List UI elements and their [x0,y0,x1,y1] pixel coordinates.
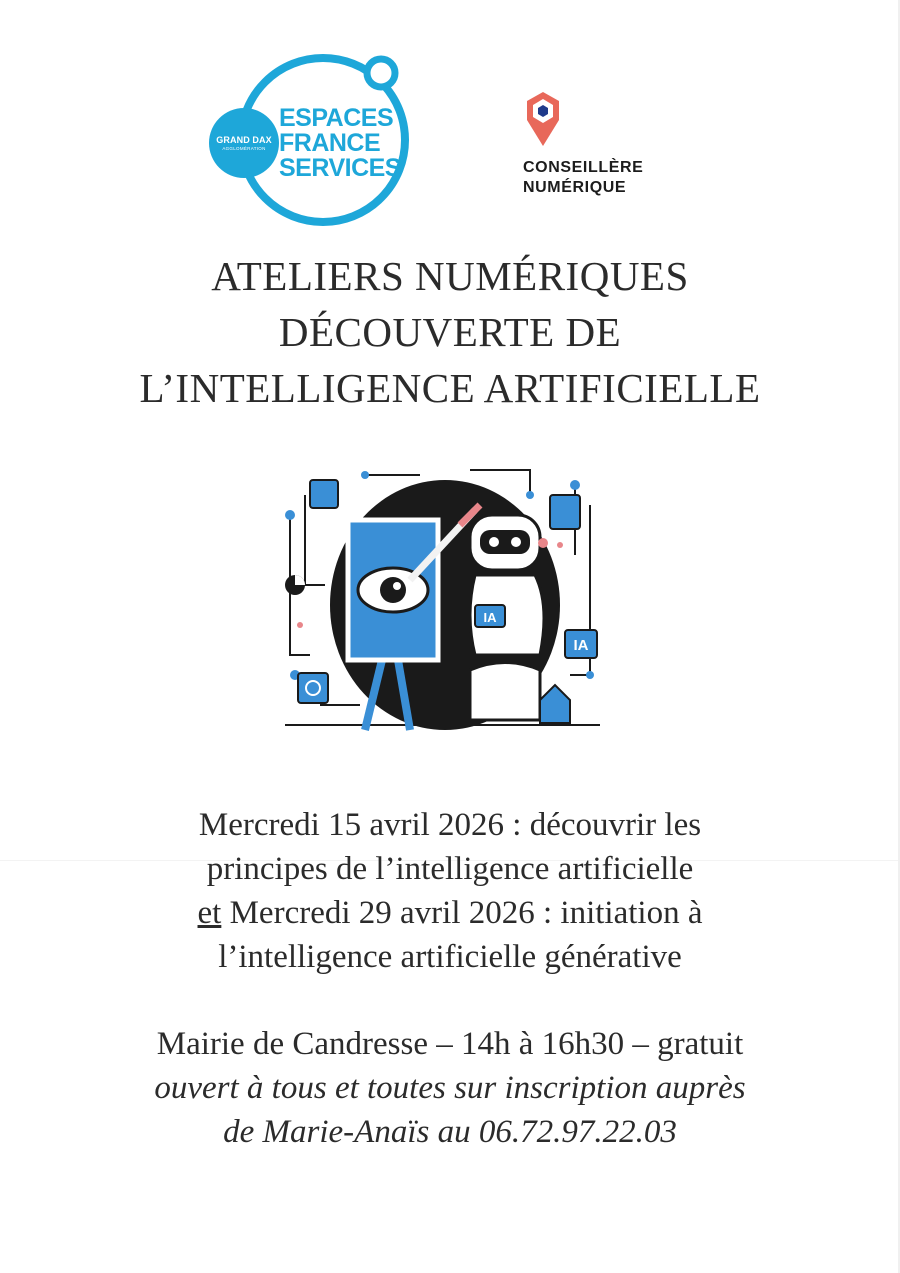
conseillere-wordmark [523,158,643,198]
session-line: l’intelligence artificielle générative [218,939,682,975]
ia-badge-2: IA [573,637,589,654]
efs-wordmark [279,106,401,181]
conjunction-et: et [197,895,222,931]
efs-line: FRANCE [279,129,381,157]
contact-line: de Marie-Anaïs au 06.72.97.22.03 [223,1114,677,1150]
agglomeration-label: AGGLOMÉRATION [222,146,266,151]
cn-line: CONSEILLÈRE [523,159,644,176]
registration-line: ouvert à tous et toutes sur inscription auprès [154,1070,746,1106]
efs-line: SERVICES [279,154,401,182]
session-line-rest: Mercredi 29 avril 2026 : initiation à [221,895,703,931]
cn-line: NUMÉRIQUE [523,179,627,196]
session-line: Mercredi 15 avril 2026 : découvrir les [198,807,702,843]
robot-painter-graphic [270,455,610,745]
conseillere-numerique-logo [515,90,665,200]
session-line [0,891,900,935]
session-dates [0,803,900,979]
grand-dax-label: GRAND DAX [216,135,272,145]
event-info [0,1022,900,1154]
grand-dax-badge [209,108,279,178]
efs-line: ESPACES [279,104,394,132]
title-line: ATELIERS NUMÉRIQUES [211,253,689,299]
session-line: principes de l’intelligence artificielle [206,851,694,887]
location-time-line: Mairie de Candresse – 14h à 16h30 – gratuit [156,1026,744,1062]
page-title [0,248,900,416]
title-line: DÉCOUVERTE DE [278,309,622,355]
title-line: L’INTELLIGENCE ARTIFICIELLE [139,365,761,411]
map-pin-icon [523,90,563,150]
espaces-france-services-logo [205,48,420,233]
ai-robot-illustration [270,455,610,745]
ia-badge-1: IA [483,610,497,625]
